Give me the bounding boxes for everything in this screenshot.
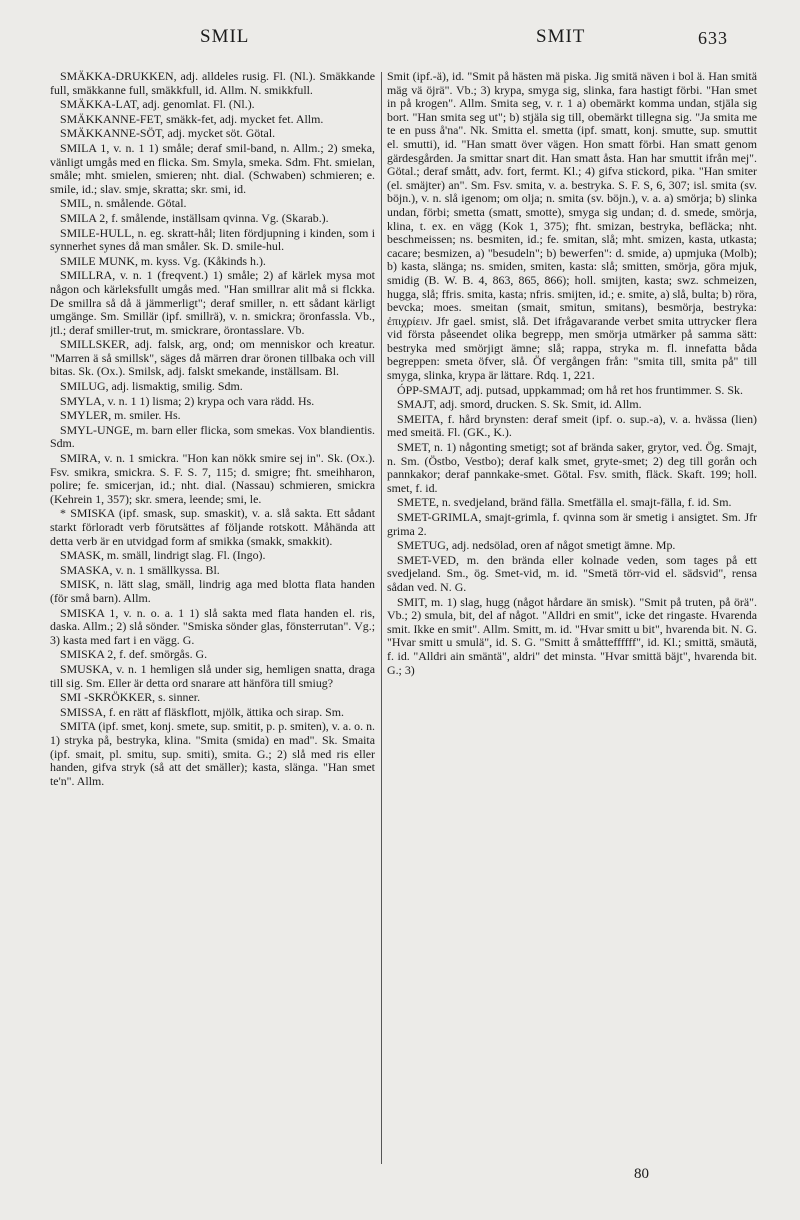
entry: SMILA 2, f. smålende, inställsam qvinna. Vg. (Skarab.). xyxy=(60,210,329,225)
entry: SMASK, m. smäll, lindrigt slag. Fl. (Ingo). xyxy=(60,548,266,563)
entry: SMIT, m. 1) slag, hugg (något hårdare än smisk). "Smit på truten, på örä". Vb.; 2) smula, bit, del af något. "Alldri en smit", icke det ringaste. Hvarenda smit. Ikke en smit". Allm. Smitt, m. id. "Hvar smitt u bit", hvarenda bit. N. G. "Hvar smitt u smulä", id. S. G. "Smitt å småtteffffff", id. Kl.; smittä, smäutä, f. id. "Alldri ain smäntä", aldri" det minsta. "Hvar smittä bäjt", hvarenda bit. G.; 3) xyxy=(387,594,757,677)
entry: SMILUG, adj. lismaktig, smilig. Sdm. xyxy=(60,379,243,394)
entry: SMYLER, m. smiler. Hs. xyxy=(60,408,181,423)
entry: SMÄKKANNE-FET, smäkk-fet, adj. mycket fet. Allm. xyxy=(60,111,324,126)
entry: SMYL-UNGE, m. barn eller flicka, som smekas. Vox blandientis. Sdm. xyxy=(50,422,375,451)
entry: SMÄKKA-DRUKKEN, adj. alldeles rusig. Fl. (Nl.). Smäkkande full, smäkkanne full, smäkkfull, id. Allm. N. smikkfull. xyxy=(50,70,375,97)
entry: SMET-GRIMLA, smajt-grimla, f. qvinna som är smetig i ansigtet. Sm. Jfr grima 2. xyxy=(387,510,757,538)
entry: SMEITA, f. hård brynsten: deraf smeit (ipf. o. sup.-a), v. a. hvässa (lien) med smeitä. Fl. (GK., K.). xyxy=(387,411,757,440)
entry: SMISKA 1, v. n. o. a. 1 1) slå sakta med flata handen el. ris, daska. Allm.; 2) slå sönder. "Smiska sönder glas, fönsterrutan". Vg.; 3) kasta med fart i en vägg. G. xyxy=(50,605,375,647)
entry: SMYLA, v. n. 1 1) lisma; 2) krypa och vara rädd. Hs. xyxy=(60,393,315,408)
entry: SMILE MUNK, m. kyss. Vg. (Kåkinds h.). xyxy=(60,253,266,268)
entry: SMIRA, v. n. 1 smickra. "Hon kan nökk smire sej in". Sk. (Ox.). Fsv. smikra, smickra. S. F. S. 7, 115; d. smigre; fht. smeihharon, polire; fe. smicerjan, id.; nht. dial. (Nassau) schmieren, smickra (Kehrein 1, 357); skr. smera, leende; smi, le. xyxy=(50,451,375,506)
entry: Smit (ipf.-ä), id. "Smit på hästen mä piska. Jig smitä näven i bol ä. Han smitä mäg vä öjrä". Vb.; 3) krypa, smyga sig, slinka, fara hastigt förbi. "Han smet in på krogen". Allm. Smita seg, v. r. 1 a) obemärkt komma undan, stjäla sig bort. "Han smita seg ut"; b) stjäla sig till, obemärkt tillegna sig. "Ja smita me te en puss å'na". Nk. Smitta el. smetta (ipf. smatt, konj. smutte, sup. smuttit el. smutti), id. "Han smatt över vägen. Hon smatt förbi. Han smatt genom gärdesgården. Ja smittar snart dit. Han smatt åsta. Han har smuttit ifrån mej". Götal.; deraf smått, adv. fort, fermt. Kl.; 4) gifva stickord, pika. "Han smiter (el. smäjter) an". Sm. Fsv. smita, v. a. bestryka. S. F. S, 6, 307; isl. smita (sv. böjn.), v. n. slå igenom; om olja; n. smita (sv. böjn.), v. a. a) smörja; b) slinka undan, förbi; smetta (smatt, smotte), smyga sig undan; d. d. smede, smörja, klina, t. ex. en vägg (Kok 1, 375); fht. smizan, bestryka, befläcka; nht. beschmeissen; ns. besmiten, id.; fe. smitan, slå; mht. smizen, kasta, utkasta; cacare; besmizen, a) "besudeln"; b) bewerfen": d. smide, a) upmjuka (Molb); b) kasta, slänga; ns. smiden, smiten, kasta: slå; smitten, smörja, göra mjuk, smidig (B. W. B. 4, 863, 865, 866); holl. smijten, kasta; swz. schmeizen, hugga, slå; ffris. smita, kasta; nfris. smijten, id.; e. smite, a) slå, bulta; b) röra, bevcka; moes. smeitan (smait, smitun, smitans), besmörja, bestryka: ἐπιχρίειν. Jfr gael. smist, slå. Det ifrågavarande verbet smita uttrycker flera vid första påseendet olika begrepp, men smörja utmärker på samma sätt: bestryka med smörjigt ämne; slå; rappa, stryka m. fl. innefatta båda begreppen: smeta öfver, slå. Öf vergången från: "smita till, smita på" till smyga, slinka, krypa är lättare. Rdq. 1, 221. xyxy=(387,70,757,383)
entry: SMISKA 2, f. def. smörgås. G. xyxy=(60,647,208,662)
right-column xyxy=(387,70,757,1190)
signature-mark: 80 xyxy=(634,1166,649,1182)
page-number: 633 xyxy=(698,28,728,48)
page-header xyxy=(50,26,750,56)
header-left-guide-word: SMIL xyxy=(200,26,250,47)
entry: SMITA (ipf. smet, konj. smete, sup. smitit, p. p. smiten), v. a. o. n. 1) stryka på, bestryka, klina. "Smita (smida) en mad". Sk. Smaita (ipf. smait, pl. smitu, sup. smiti), smita. G.; 2) slå med ris eller handen, gifva stryk (så att det smäller); kasta, slänga. "Han smet te'n". Allm. xyxy=(50,719,375,788)
entry: SMIL, n. smålende. Götal. xyxy=(60,196,187,211)
entry: SMETE, n. svedjeland, bränd fälla. Smetfälla el. smajt-fälla, f. id. Sm. xyxy=(397,495,732,510)
entry: SMETUG, adj. nedsölad, oren af något smetigt ämne. Mp. xyxy=(397,538,676,553)
entry: SMÄKKA-LAT, adj. genomlat. Fl. (Nl.). xyxy=(60,97,255,112)
entry: SMÄKKANNE-SÖT, adj. mycket söt. Götal. xyxy=(60,126,276,141)
entry: SMISK, n. lätt slag, smäll, lindrig aga med blotta flata handen (för små barn). Allm. xyxy=(50,577,375,605)
entry: SMILE-HULL, n. eg. skratt-hål; liten fördjupning i kinden, som i synnerhet synes då man småler. Sk. D. smile-hul. xyxy=(50,225,375,254)
entry: SMILLRA, v. n. 1 (freqvent.) 1) småle; 2) af kärlek mysa mot någon och kärleksfullt umgås med. "Han smillrar alit må si flckka. De smillra så då ä jämmerligt"; deraf smiller, n. ett sådant kärligt umgänge. Sm. Smillär (ipf. smillrä), v. n. smickra; öronfassla. Vb., jtl.; deraf smiller-trut, m. smickrare, örontasslare. Vb. xyxy=(50,268,375,337)
left-column xyxy=(50,70,375,1190)
entry: ÓPP-SMAJT, adj. putsad, uppkammad; om hå ret hos fruntimmer. S. Sk. xyxy=(397,382,743,397)
entry: SMET-VED, m. den brända eller kolnade veden, som tages på ett svedjeland. Sm., ög. Smet-vid, m. id. "Smetä törr-vid el. sädsvid", rensa sådan ved. N. G. xyxy=(387,552,757,594)
entry: SMET, n. 1) någonting smetigt; sot af brända saker, grytor, ved. Ög. Smajt, n. Sm. (Östbo, Vestbo); deraf kalk smet, gryte-smet; 2) deg till gorån och pannkakor; deraf pannkake-smet. Götal. Fsv. smith, fläck. Skaft. 199; holl. smet, f. id. xyxy=(387,440,757,495)
entry: SMUSKA, v. n. 1 hemligen slå under sig, hemligen snatta, draga till sig. Sm. Eller är detta ord snarare att hänföra till smiug? xyxy=(50,661,375,690)
entry: SMISSA, f. en rätt af fläskflott, mjölk, ättika och sirap. Sm. xyxy=(60,704,345,719)
entry: SMASKA, v. n. 1 smällkyssa. Bl. xyxy=(60,562,220,577)
entry: SMILLSKER, adj. falsk, arg, ond; om menniskor och kreatur. "Marren ä så smillsk", säges då märren drar öronen tillbaka och vill bitas. Sk. (Ox.). Smilsk, adj. falskt smekande, inställsam. Bl. xyxy=(50,337,375,379)
entry: SMI -SKRÖKKER, s. sinner. xyxy=(60,690,201,705)
column-divider xyxy=(381,72,382,1164)
entry: SMILA 1, v. n. 1 1) småle; deraf smil-band, n. Allm.; 2) smeka, vänligt umgås med en flicka. Sm. Smyla, smeka. Sdm. Fht. smielan, småle; mht. smielen, smieren; nht. dial. (Schwaben) schmieren; e. smile, id.; slav. smje, skratta; skr. smi, id. xyxy=(50,140,375,196)
entry: SMAJT, adj. smord, drucken. S. Sk. Smit, id. Allm. xyxy=(397,397,642,412)
entry: * SMISKA (ipf. smask, sup. smaskit), v. a. slå sakta. Ett sådant starkt förloradt verb förutsättes af följande rotskott. Måhända att detta verb är en utvidgad form af smikka (smakk, smakkit). xyxy=(50,506,375,548)
header-right-guide-word: SMIT xyxy=(536,26,586,47)
